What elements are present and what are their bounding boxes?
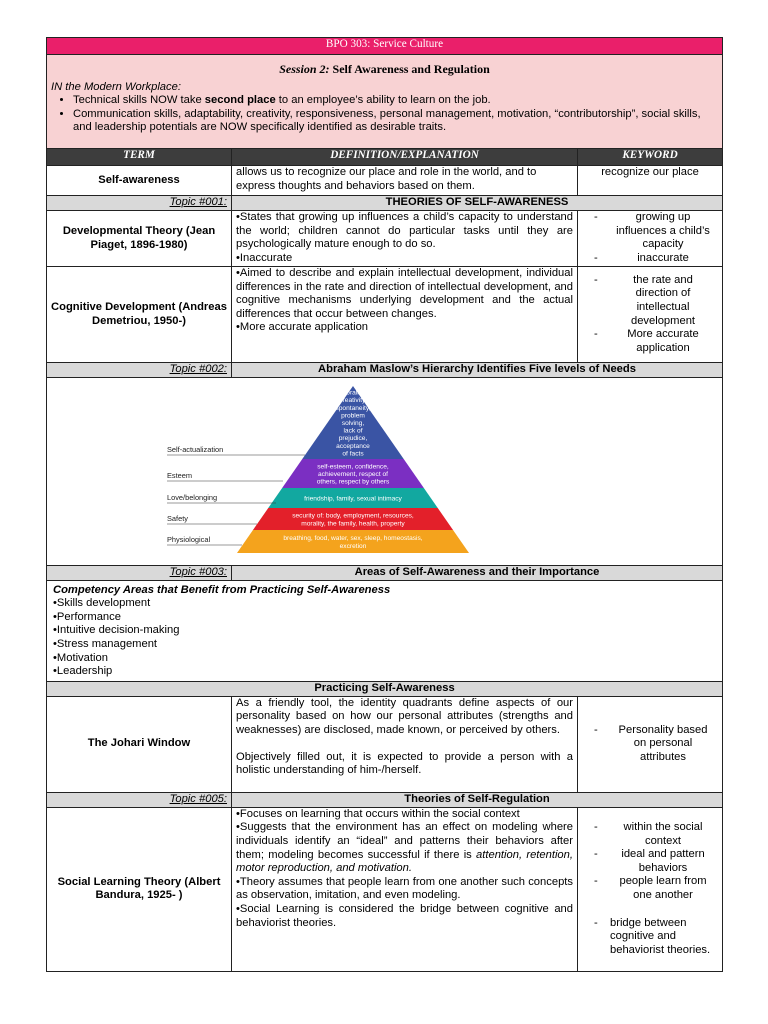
intro-subtitle: IN the Modern Workplace:	[51, 80, 181, 93]
topic-row	[47, 196, 723, 211]
intro-list	[51, 94, 718, 135]
intro-bullet: • Technical skills NOW take second place to an employee’s ability to learn on the job.	[73, 94, 718, 108]
definition-bullet: • Social Learning is considered the bridge between cognitive and behaviorist theories.	[236, 903, 573, 930]
keyword-item: - ideal and pattern behaviors	[582, 848, 718, 875]
topic-title: Areas of Self-Awareness and their Importance	[232, 565, 723, 580]
pyramid-level-text: morality, creativity, spontaneity, problem solving, lack of prejudice, acceptance of facts	[335, 389, 371, 458]
maslow-row	[47, 378, 723, 566]
session-title	[51, 63, 718, 77]
competency-item: • Motivation	[53, 652, 716, 666]
column-header-row	[47, 149, 723, 166]
intro-bullet: • Communication skills, adaptability, creativity, responsiveness, personal management, motivation, “contributorship”, social skills, and leadership potentials are NOW specifically identified as desirable traits.	[73, 108, 718, 135]
definition-paragraph: As a friendly tool, the identity quadrants define aspects of our personality based on how our personal attributes (strengths and weaknesses) are disclosed, made known, or perceived by others.	[236, 696, 573, 736]
pyramid-level-text: breathing, food, water, sex, sleep, homeostasis, excretion	[283, 535, 423, 550]
session-label: Session 2:	[279, 62, 330, 76]
competency-row	[47, 580, 723, 681]
keyword-cell: recognize our place	[578, 166, 723, 196]
keyword-cell	[578, 807, 723, 971]
definition-paragraph: Objectively filled out, it is expected to provide a person with a holistic understanding of him-/herself.	[236, 750, 573, 777]
worksheet-table	[46, 37, 723, 972]
keyword-item: - More accurate application	[582, 328, 718, 355]
definition-bullet: • Suggests that the environment has an effect on modeling where individuals identify an “ideal” and patterns their behaviors after them; modeling becomes successful if there is attention, retention, motor reproduction, and motivation.	[236, 821, 573, 875]
definition-cell	[232, 267, 578, 363]
keyword-item: - growing up influences a child’s capacity	[582, 211, 718, 252]
topic-label: Topic #001:	[47, 196, 232, 211]
maslow-pyramid	[47, 378, 723, 560]
topic-row	[47, 565, 723, 580]
definition-cell	[232, 696, 578, 792]
competency-item: • Intuitive decision-making	[53, 624, 716, 638]
pyramid-level-text: self-esteem, confidence, achievement, respect of others, respect by others	[316, 463, 390, 486]
keyword-cell	[578, 696, 723, 792]
term-cell: The Johari Window	[47, 696, 232, 792]
keyword-item: - Personality based on personal attributes	[582, 724, 718, 765]
term-cell: Cognitive Development (Andreas Demetriou, 1950-)	[47, 267, 232, 363]
pyramid-level-label: Self-actualization	[167, 445, 224, 454]
topic-label: Topic #003:	[47, 565, 232, 580]
term-header: TERM	[47, 149, 232, 166]
definition-cell	[232, 211, 578, 267]
competency-item: • Stress management	[53, 638, 716, 652]
cognitive-row	[47, 267, 723, 363]
topic-row	[47, 792, 723, 807]
pyramid-level-label: Physiological	[167, 535, 211, 544]
johari-row	[47, 696, 723, 792]
topic-title: THEORIES OF SELF-AWARENESS	[232, 196, 723, 211]
keyword-item: - people learn from one another	[582, 875, 718, 902]
topic-label: Topic #005:	[47, 792, 232, 807]
definition-cell: allows us to recognize our place and role in the world, and to express thoughts and behaviors based on them.	[232, 166, 578, 196]
keyword-cell	[578, 211, 723, 267]
pyramid-level-label: Safety	[167, 514, 188, 523]
keyword-cell	[578, 267, 723, 363]
term-cell: Social Learning Theory (Albert Bandura, 1925- )	[47, 807, 232, 971]
keyword-item: - the rate and direction of intellectual development	[582, 274, 718, 328]
competency-cell	[47, 580, 723, 681]
definition-bullet: • States that growing up influences a child’s capacity to understand the world; children cannot do particular tasks until they are psychologically mature enough to do so.	[236, 211, 573, 252]
keyword-header: KEYWORD	[578, 149, 723, 166]
term-cell: Developmental Theory (Jean Piaget, 1896-1980)	[47, 211, 232, 267]
term-cell: Self-awareness	[47, 166, 232, 196]
keyword-item: - bridge between cognitive and behaviorist theories.	[582, 917, 718, 958]
definition-cell	[232, 807, 578, 971]
topic-row	[47, 363, 723, 378]
pyramid-level-text: friendship, family, sexual intimacy	[304, 495, 402, 503]
intro-section	[47, 55, 723, 149]
definition-bullet: • Focuses on learning that occurs within the social context	[236, 808, 573, 822]
pyramid-level-label: Love/belonging	[167, 493, 218, 502]
maslow-pyramid-cell	[47, 378, 723, 566]
course-title-row	[47, 38, 723, 55]
definition-header: DEFINITION/EXPLANATION	[232, 149, 578, 166]
definition-bullet: • Theory assumes that people learn from one another such concepts as observation, imitation, and even modeling.	[236, 876, 573, 903]
topic-title: Theories of Self-Regulation	[232, 792, 723, 807]
competency-item: • Performance	[53, 611, 716, 625]
social-learning-row	[47, 807, 723, 971]
course-title: BPO 303: Service Culture	[47, 38, 723, 55]
competency-item: • Leadership	[53, 665, 716, 679]
keyword-item: - inaccurate	[582, 252, 718, 266]
competency-item: • Skills development	[53, 597, 716, 611]
definition-bullet: • More accurate application	[236, 321, 573, 335]
developmental-row	[47, 211, 723, 267]
keyword-item: - within the social context	[582, 821, 718, 848]
topic-label: Topic #002:	[47, 363, 232, 378]
definition-bullet: • Inaccurate	[236, 252, 573, 266]
pyramid-level-label: Esteem	[167, 471, 193, 480]
worksheet	[46, 37, 722, 972]
session-name: Self Awareness and Regulation	[332, 62, 490, 76]
definition-bullet: • Aimed to describe and explain intellectual development, individual differences in the rate and direction of intellectual development, and cognitive mechanisms underlying development and the actual differences that occur between changes.	[236, 267, 573, 321]
practicing-row	[47, 681, 723, 696]
pyramid-level-text: security of: body, employment, resources, morality, the family, health, property	[292, 512, 414, 528]
self-awareness-row	[47, 166, 723, 196]
topic-title: Abraham Maslow’s Hierarchy Identifies Five levels of Needs	[232, 363, 723, 378]
competency-title: Competency Areas that Benefit from Practicing Self-Awareness	[53, 583, 391, 596]
practicing-title: Practicing Self-Awareness	[47, 681, 723, 696]
